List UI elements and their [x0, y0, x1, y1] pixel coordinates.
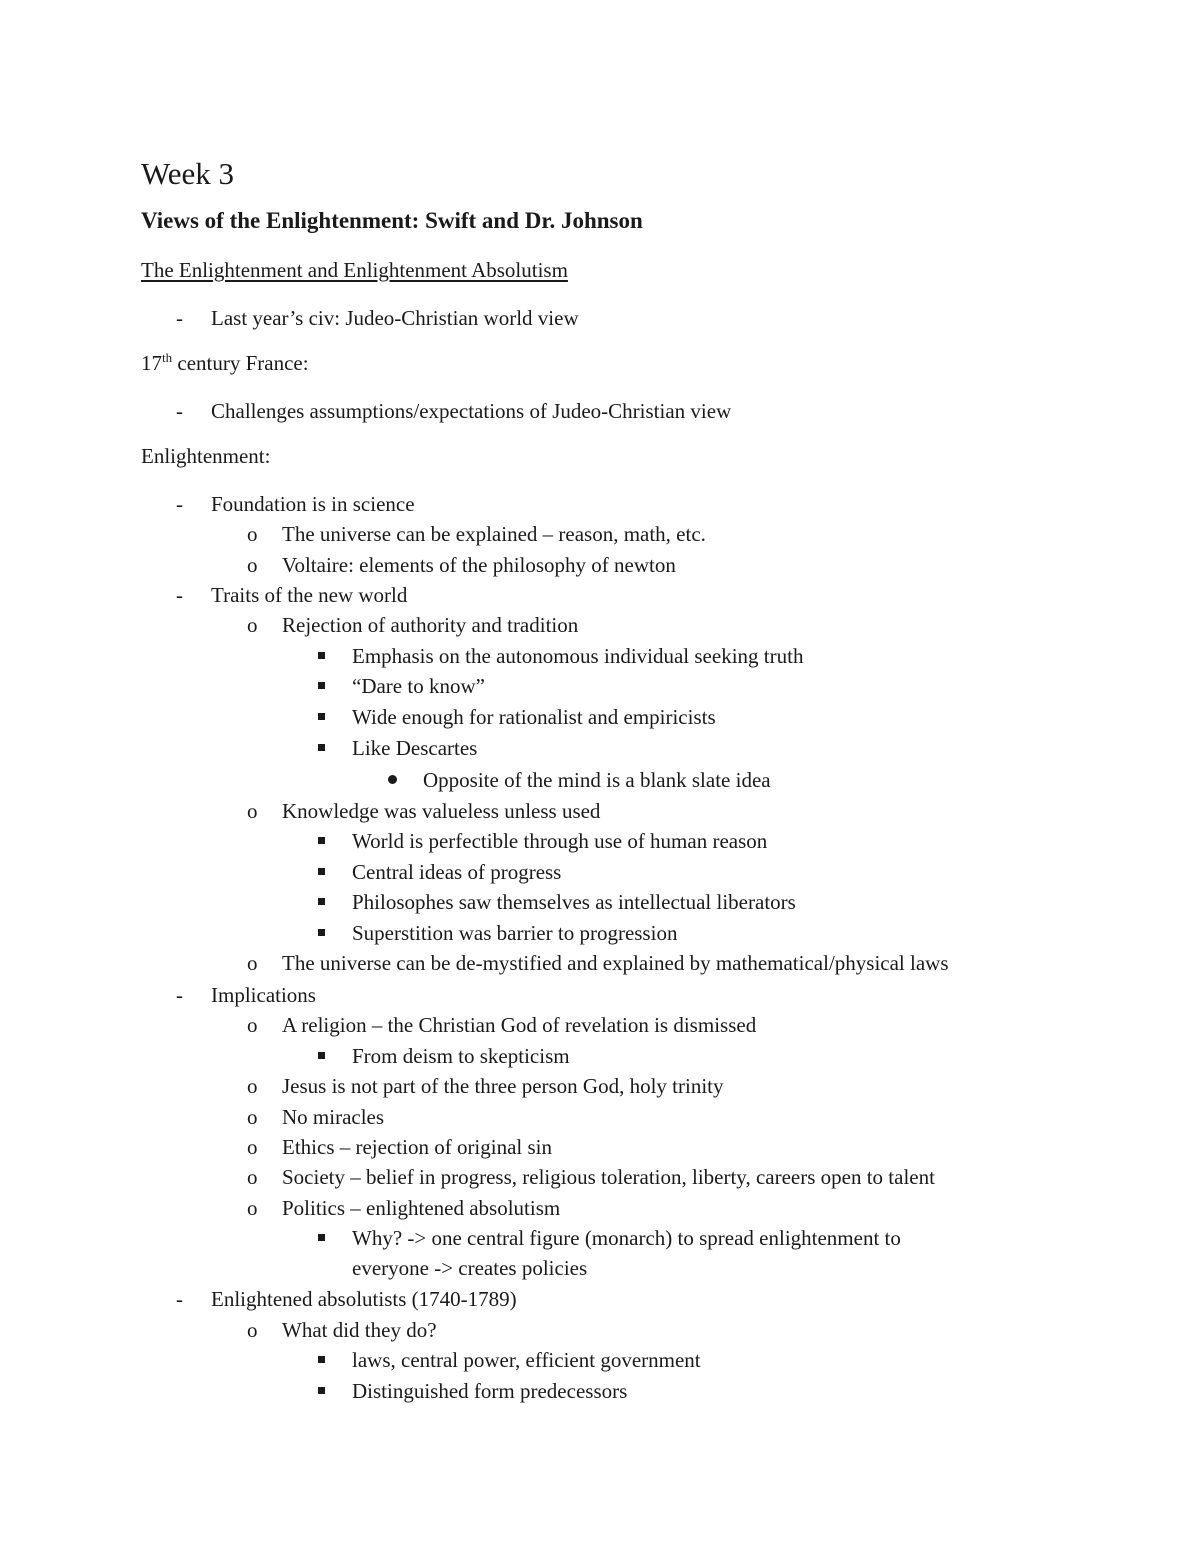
square-bullet-icon [318, 1387, 325, 1394]
list-item: From deism to skepticism [352, 1044, 570, 1068]
list-item: Enlightened absolutists (1740-1789) [211, 1287, 517, 1311]
square-bullet-icon [318, 652, 325, 659]
list-item: No miracles [282, 1105, 385, 1129]
dash-marker: - [176, 1287, 183, 1311]
circle-marker: o [247, 1013, 258, 1037]
list-item: Why? -> one central figure (monarch) to spread enlightenment to [352, 1226, 901, 1250]
page-subtitle: Views of the Enlightenment: Swift and Dr. Johnson [141, 208, 643, 233]
section-heading: The Enlightenment and Enlightenment Absolutism [141, 258, 568, 282]
square-bullet-icon [318, 1052, 325, 1059]
dash-marker: - [176, 983, 183, 1007]
dash-marker: - [176, 492, 183, 516]
list-item: “Dare to know” [352, 674, 485, 698]
list-item: Traits of the new world [211, 583, 408, 607]
list-item: Voltaire: elements of the philosophy of newton [282, 553, 676, 577]
section-label-text: century France: [172, 351, 309, 375]
list-item-continuation: everyone -> creates policies [352, 1256, 588, 1280]
square-bullet-icon [318, 682, 325, 689]
circle-marker: o [247, 522, 258, 546]
century-number: 17 [141, 351, 162, 375]
list-item: The universe can be de-mystified and explained by mathematical/physical laws [282, 951, 949, 975]
circle-marker: o [247, 613, 258, 637]
list-item: Wide enough for rationalist and empiricists [352, 705, 716, 729]
list-item: Like Descartes [352, 736, 478, 760]
list-item: What did they do? [282, 1318, 437, 1342]
list-item: Challenges assumptions/expectations of Judeo-Christian view [211, 399, 732, 423]
list-item: Superstition was barrier to progression [352, 921, 678, 945]
list-item: Emphasis on the autonomous individual seeking truth [352, 644, 804, 668]
page-title: Week 3 [141, 156, 235, 191]
circle-marker: o [247, 1318, 258, 1342]
list-item: Society – belief in progress, religious toleration, liberty, careers open to talent [282, 1165, 935, 1189]
list-item: Politics – enlightened absolutism [282, 1196, 561, 1220]
list-item: Philosophes saw themselves as intellectual liberators [352, 890, 796, 914]
list-item: Opposite of the mind is a blank slate idea [423, 768, 771, 792]
round-bullet-icon [388, 775, 397, 784]
list-item: Rejection of authority and tradition [282, 613, 579, 637]
circle-marker: o [247, 1165, 258, 1189]
list-item: Distinguished form predecessors [352, 1379, 628, 1403]
list-item: The universe can be explained – reason, math, etc. [282, 522, 706, 546]
section-label [141, 349, 309, 377]
list-item: A religion – the Christian God of revelation is dismissed [282, 1013, 757, 1037]
square-bullet-icon [318, 837, 325, 844]
circle-marker: o [247, 1105, 258, 1129]
dash-marker: - [176, 583, 183, 607]
list-item: Foundation is in science [211, 492, 415, 516]
circle-marker: o [247, 951, 258, 975]
dash-marker: - [176, 306, 183, 330]
section-label: Enlightenment: [141, 444, 271, 468]
square-bullet-icon [318, 1234, 325, 1241]
list-item: Knowledge was valueless unless used [282, 799, 601, 823]
square-bullet-icon [318, 929, 325, 936]
ordinal-suffix: th [162, 350, 173, 365]
list-item: laws, central power, efficient government [352, 1348, 701, 1372]
list-item: Jesus is not part of the three person God, holy trinity [282, 1074, 724, 1098]
square-bullet-icon [318, 713, 325, 720]
dash-marker: - [176, 399, 183, 423]
circle-marker: o [247, 1074, 258, 1098]
list-item: World is perfectible through use of human reason [352, 829, 768, 853]
list-item: Central ideas of progress [352, 860, 562, 884]
square-bullet-icon [318, 1356, 325, 1363]
list-item: Implications [211, 983, 316, 1007]
circle-marker: o [247, 1135, 258, 1159]
circle-marker: o [247, 799, 258, 823]
list-item: Ethics – rejection of original sin [282, 1135, 553, 1159]
list-item: Last year’s civ: Judeo-Christian world view [211, 306, 579, 330]
circle-marker: o [247, 553, 258, 577]
square-bullet-icon [318, 868, 325, 875]
square-bullet-icon [318, 898, 325, 905]
circle-marker: o [247, 1196, 258, 1220]
square-bullet-icon [318, 744, 325, 751]
